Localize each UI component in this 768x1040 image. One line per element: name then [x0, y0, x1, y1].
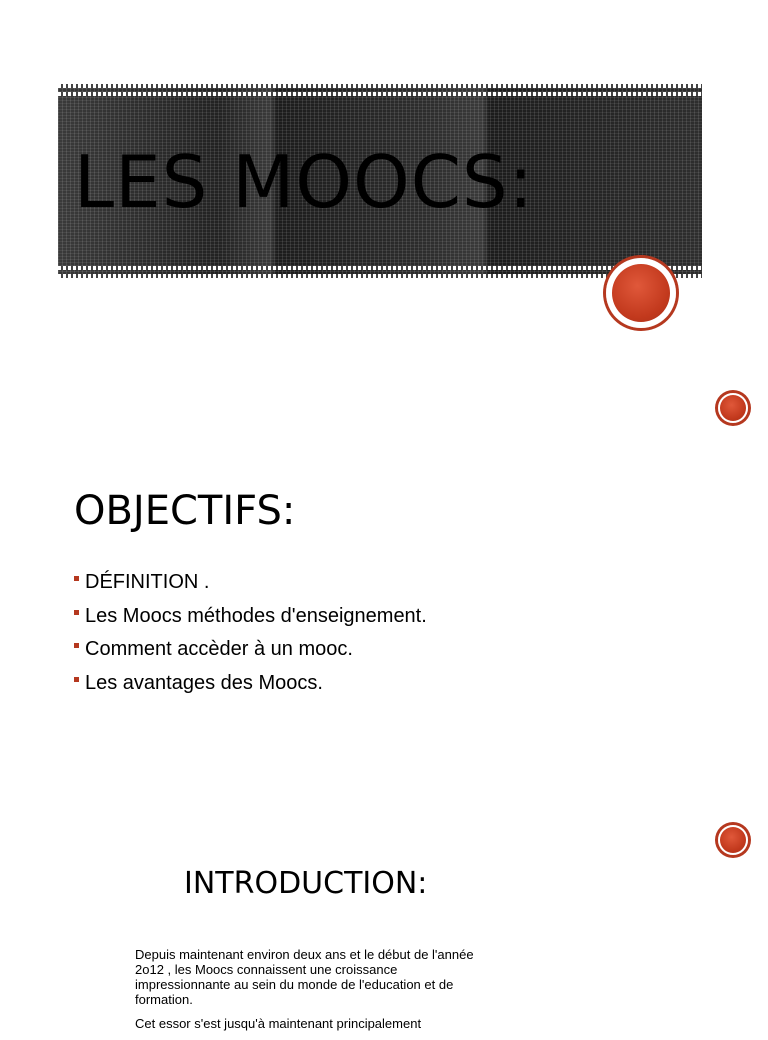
introduction-heading: INTRODUCTION: — [184, 866, 428, 901]
banner — [58, 84, 702, 278]
list-item — [74, 635, 427, 669]
list-item-label: Les Moocs méthodes d'enseignement. — [85, 604, 427, 627]
objectifs-heading: OBJECTIFS: — [74, 488, 296, 534]
list-item — [74, 669, 427, 703]
banner-stripe — [58, 266, 702, 270]
intro-paragraph: Cet essor s'est jusqu'à maintenant principalement — [135, 1016, 422, 1031]
introduction-body — [135, 947, 495, 1040]
banner-stripe — [58, 84, 702, 88]
bullet-icon — [74, 643, 79, 648]
bullet-icon — [74, 677, 79, 682]
decorative-orb-icon — [718, 393, 748, 423]
banner-stripe — [58, 92, 702, 96]
bullet-icon — [74, 576, 79, 581]
intro-paragraph: Depuis maintenant environ deux ans et le début de l'année 2o12 , les Moocs connaissent une croissance impressionnante au sein du monde de l'education et de formation. — [135, 947, 474, 1007]
list-item — [74, 568, 427, 602]
list-item-label: Comment accèder à un mooc. — [85, 638, 353, 660]
slide-title: LES MOOCS: — [74, 140, 534, 224]
list-item — [74, 602, 427, 636]
objectives-list — [74, 568, 427, 702]
decorative-orb-icon — [606, 258, 676, 328]
list-item-label: Les avantages des Moocs. — [85, 671, 323, 694]
bullet-icon — [74, 610, 79, 615]
banner-stripe — [58, 274, 702, 278]
decorative-orb-icon — [718, 825, 748, 855]
list-item-label: DÉFINITION . — [85, 571, 210, 593]
